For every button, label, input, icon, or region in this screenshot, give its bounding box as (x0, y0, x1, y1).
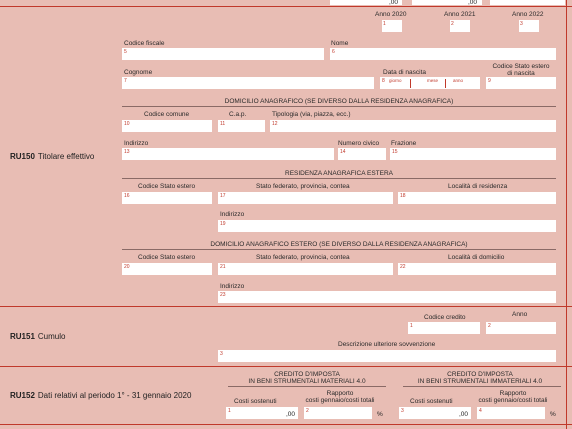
field-number: 23 (220, 292, 226, 298)
mese-label: mese (427, 78, 439, 83)
field-number: 20 (124, 264, 130, 270)
cap-label: C.a.p. (229, 111, 247, 118)
ru152-code: RU152 (10, 391, 35, 400)
anno-field[interactable] (486, 322, 556, 334)
residenza-estera-title-line (122, 178, 556, 179)
top-separator (0, 6, 572, 7)
top-amount-suffix-1: ,00 (389, 0, 399, 6)
ru152-label: Dati relativi al periodo 1° - 31 gennaio 2020 (37, 391, 192, 400)
field-number: 7 (124, 78, 127, 84)
field-number: 19 (220, 221, 226, 227)
tipologia-field[interactable] (270, 120, 556, 132)
ru152-row-label (10, 391, 191, 400)
localita-residenza-field[interactable] (398, 192, 556, 204)
cognome-label: Cognome (124, 69, 153, 76)
ru152-left-title-2: IN BENI STRUMENTALI MATERIALI 4.0 (248, 378, 366, 385)
codice-comune-label: Codice comune (144, 111, 190, 118)
anno-label: Anno (512, 311, 528, 318)
year-2022-label: Anno 2022 (512, 11, 544, 18)
descrizione-field[interactable] (218, 350, 556, 362)
data-nascita-label: Data di nascita (383, 69, 426, 76)
ru152-right-title-1: CREDITO D'IMPOSTA (447, 371, 513, 378)
amount-suffix: ,00 (286, 411, 296, 418)
ru152-bottom-separator (0, 424, 572, 425)
field-number: 4 (479, 408, 482, 414)
codice-fiscale-field[interactable] (122, 48, 324, 60)
amount-suffix: ,00 (459, 411, 469, 418)
tipologia-label: Tipologia (via, piazza, ecc.) (272, 111, 351, 118)
indirizzo-estero-2-label: Indirizzo (220, 283, 245, 290)
ru152-left-title-1: CREDITO D'IMPOSTA (274, 371, 340, 378)
field-number: 13 (124, 149, 130, 155)
ru151-row-label (10, 332, 65, 341)
indirizzo-field[interactable] (122, 148, 334, 160)
codice-stato-nascita-field[interactable] (486, 77, 556, 89)
domicilio-estero-title: DOMICILIO ANAGRAFICO ESTERO (SE DIVERSO DALLA RESIDENZA ANAGRAFICA) (210, 241, 468, 248)
right-margin-line (566, 0, 567, 429)
domicilio-estero-title-line (122, 249, 556, 250)
field-number: 8 (382, 78, 385, 84)
field-number: 9 (488, 78, 491, 84)
codice-credito-label: Codice credito (424, 314, 466, 321)
ru150-bottom-separator (0, 306, 572, 307)
field-number: 11 (220, 121, 226, 127)
indirizzo-estero-field[interactable] (218, 220, 556, 232)
ru150-code: RU150 (10, 152, 35, 161)
ru151-bottom-separator (0, 366, 572, 367)
field-number: 3 (401, 408, 404, 414)
field-number: 22 (400, 264, 406, 270)
residenza-estera-title: RESIDENZA ANAGRAFICA ESTERA (285, 170, 393, 177)
domicilio-title-line (122, 106, 556, 107)
domicilio-title: DOMICILIO ANAGRAFICO (SE DIVERSO DALLA RESIDENZA ANAGRAFICA) (224, 98, 454, 105)
indirizzo-label: Indirizzo (124, 140, 149, 147)
codice-stato-nascita-label-1: Codice Stato estero (492, 63, 550, 70)
percent-sign: % (377, 411, 383, 418)
stato-federato-2-label: Stato federato, provincia, contea (256, 254, 350, 261)
date-divider (410, 79, 411, 88)
ru150-row-label (10, 152, 94, 161)
indirizzo-estero-label: Indirizzo (220, 211, 245, 218)
frazione-field[interactable] (390, 148, 556, 160)
rapporto-2-field[interactable] (477, 407, 545, 419)
year-2021-label: Anno 2021 (444, 11, 476, 18)
codice-stato-estero-2-field[interactable] (122, 263, 212, 275)
cognome-field[interactable] (122, 77, 374, 89)
field-number: 3 (220, 351, 223, 357)
costi-sostenuti-2-label: Costi sostenuti (410, 398, 453, 405)
top-amount-suffix-2: ,00 (468, 0, 478, 6)
nome-label: Nome (331, 40, 349, 47)
ru151-code: RU151 (10, 332, 35, 341)
ru151-label: Cumulo (37, 332, 66, 341)
frazione-label: Frazione (391, 140, 417, 147)
field-number: 15 (392, 149, 398, 155)
descrizione-label: Descrizione ulteriore sovvenzione (338, 341, 436, 348)
ru152-right-title-line (403, 386, 561, 387)
field-number: 5 (124, 49, 127, 55)
localita-domicilio-label: Località di domicilio (448, 254, 505, 261)
giorno-label: giorno (389, 78, 402, 83)
codice-stato-estero-label: Codice Stato estero (138, 183, 196, 190)
rapporto-label-2: costi gennaio/costi totali (305, 397, 375, 404)
ru152-right-title-2: IN BENI STRUMENTALI IMMATERIALI 4.0 (417, 378, 543, 385)
field-number: 12 (272, 121, 278, 127)
field-number: 16 (124, 193, 130, 199)
field-number: 2 (488, 323, 491, 329)
nome-field[interactable] (330, 48, 556, 60)
percent-sign: % (550, 411, 556, 418)
rapporto-label-3: Rapporto (499, 390, 527, 397)
field-number: 10 (124, 121, 130, 127)
field-number: 2 (306, 408, 309, 414)
rapporto-field[interactable] (304, 407, 372, 419)
codice-stato-estero-field[interactable] (122, 192, 212, 204)
codice-credito-field[interactable] (408, 322, 480, 334)
costi-sostenuti-label: Costi sostenuti (234, 398, 277, 405)
ru152-left-title-line (228, 386, 386, 387)
rapporto-label-1: Rapporto (326, 390, 354, 397)
field-number: 1 (383, 21, 386, 27)
stato-federato-label: Stato federato, provincia, contea (256, 183, 350, 190)
field-number: 6 (332, 49, 335, 55)
field-number: 2 (451, 21, 454, 27)
field-number: 1 (410, 323, 413, 329)
stato-federato-2-field[interactable] (218, 263, 393, 275)
date-divider (445, 79, 446, 88)
codice-stato-estero-2-label: Codice Stato estero (138, 254, 196, 261)
anno-label: anno (453, 78, 464, 83)
ru150-label: Titolare effettivo (37, 152, 95, 161)
field-number: 14 (340, 149, 346, 155)
field-number: 18 (400, 193, 406, 199)
codice-comune-field[interactable] (122, 120, 212, 132)
field-number: 21 (220, 264, 226, 270)
indirizzo-estero-2-field[interactable] (218, 291, 556, 303)
top-amount-field-3[interactable] (490, 0, 565, 5)
localita-residenza-label: Località di residenza (448, 183, 508, 190)
field-number: 3 (520, 21, 523, 27)
field-number: 17 (220, 193, 226, 199)
field-number: 1 (228, 408, 231, 414)
rapporto-label-4: costi gennaio/costi totali (478, 397, 548, 404)
year-2020-label: Anno 2020 (375, 11, 407, 18)
codice-fiscale-label: Codice fiscale (124, 40, 165, 47)
numero-civico-label: Numero civico (338, 140, 380, 147)
codice-stato-nascita-label-2: di nascita (507, 70, 535, 77)
localita-domicilio-field[interactable] (398, 263, 556, 275)
stato-federato-field[interactable] (218, 192, 393, 204)
